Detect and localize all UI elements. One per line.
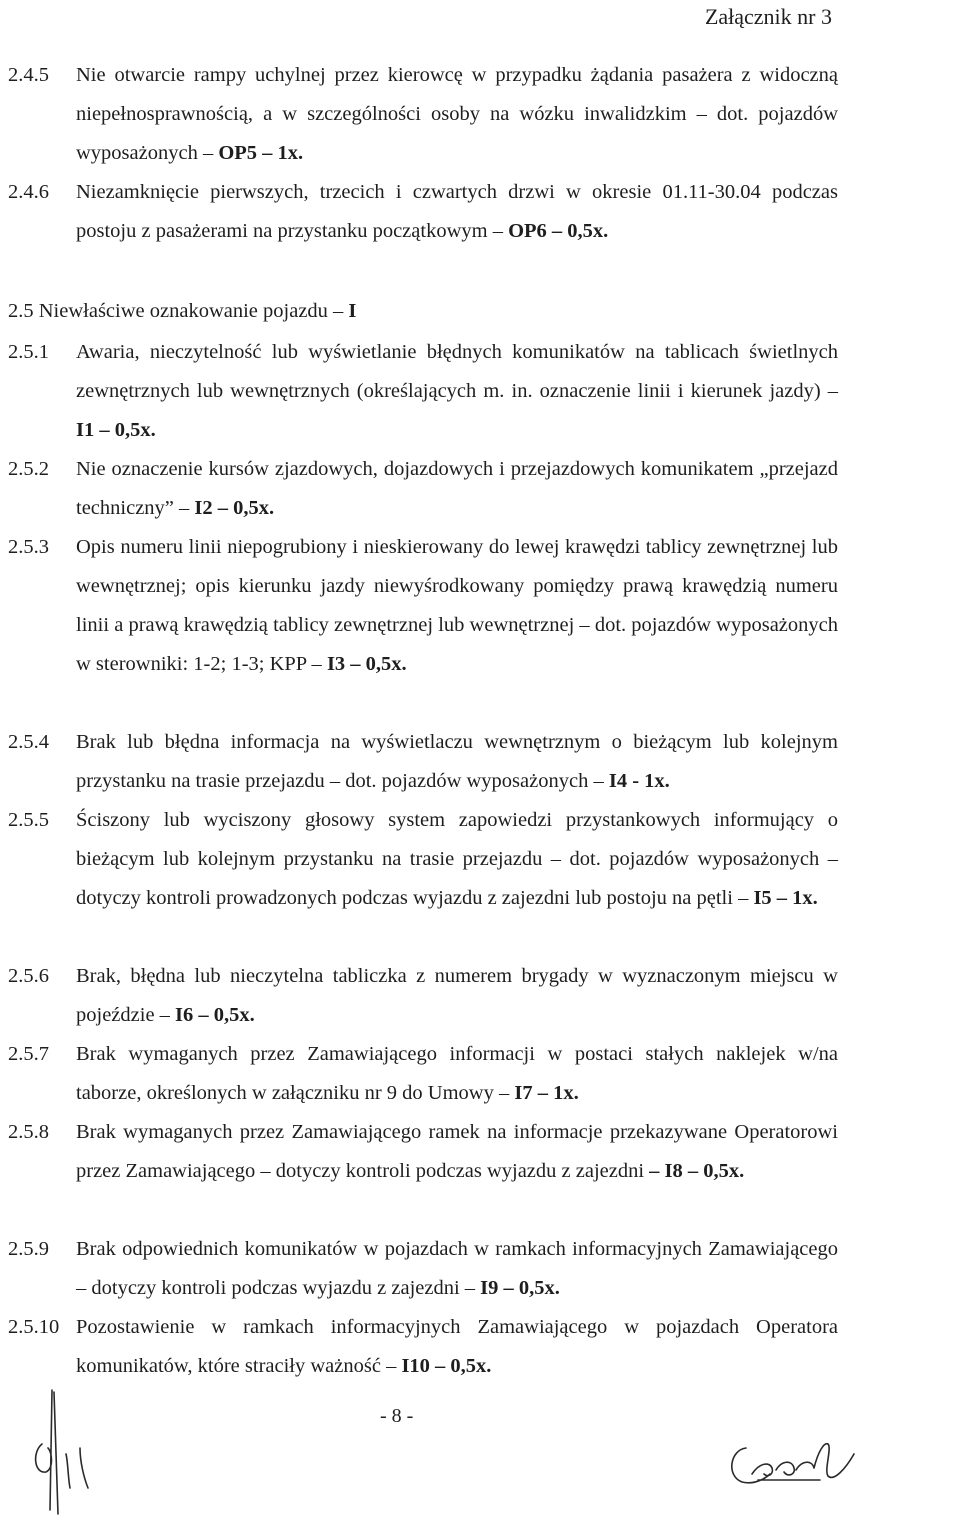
list-item: [8, 1035, 838, 1113]
list-item: [8, 450, 838, 528]
item-number: 2.5.6: [8, 965, 49, 987]
item-code: I10 – 0,5x.: [401, 1355, 492, 1377]
item-code: I1 – 0,5x.: [76, 419, 156, 441]
item-number: 2.5.3: [8, 536, 49, 558]
list-item: [8, 1113, 838, 1191]
item-code: I2 – 0,5x.: [194, 497, 275, 519]
item-text: Awaria, nieczytelność lub wyświetlanie błędnych komunikatów na tablicach świetlnych zewnętrznych lub wewnętrznych (określających m. in. oznaczenie linii i kierunek jazdy) –: [76, 341, 838, 402]
item-text: Brak wymaganych przez Zamawiającego informacji w postaci stałych naklejek w/na taborze, określonych w załączniku nr 9 do Umowy –: [76, 1043, 838, 1104]
item-code: I6 – 0,5x.: [175, 1004, 255, 1026]
item-text: Brak, błędna lub nieczytelna tabliczka z numerem brygady w wyznaczonym miejscu w pojeździe –: [76, 965, 838, 1026]
item-number: 2.5.10: [8, 1316, 60, 1338]
section-code: I: [348, 300, 357, 322]
item-number: 2.4.5: [8, 64, 49, 86]
signature-right: [724, 1434, 856, 1492]
item-code: I9 – 0,5x.: [480, 1277, 560, 1299]
item-number: 2.5.4: [8, 731, 49, 753]
list-item: [8, 528, 838, 684]
item-code: OP5 – 1x.: [218, 142, 304, 164]
item-number: 2.5.8: [8, 1121, 49, 1143]
item-text: Opis numeru linii niepogrubiony i nieskierowany do lewej krawędzi tablicy zewnętrznej lub wewnętrznej; opis kierunku jazdy niewyśrodkowany pomiędzy prawą krawędzią numeru linii a prawą krawędzią tablicy zewnętrznej lub wewnętrznej – dot. pojazdów wyposażonych w sterowniki: 1-2; 1-3; KPP –: [76, 536, 838, 675]
item-number: 2.5.9: [8, 1238, 49, 1260]
attachment-label: Załącznik nr 3: [704, 4, 832, 29]
page-number: - 8 -: [380, 1405, 414, 1427]
item-code: I3 – 0,5x.: [326, 653, 407, 675]
list-item: [8, 723, 838, 801]
section-heading-text: 2.5 Niewłaściwe oznakowanie pojazdu –: [8, 300, 349, 322]
item-code: I4 - 1x.: [608, 770, 670, 792]
list-item: [8, 801, 838, 918]
signature-left: [28, 1382, 90, 1522]
list-item: [8, 56, 838, 173]
item-number: 2.5.5: [8, 809, 49, 831]
section-heading: [8, 292, 356, 331]
item-number: 2.5.1: [8, 341, 49, 363]
list-item: [8, 333, 838, 450]
list-item: [8, 1308, 838, 1386]
item-text: Brak lub błędna informacja na wyświetlaczu wewnętrznym o bieżącym lub kolejnym przystanku na trasie przejazdu – dot. pojazdów wyposażonych –: [76, 731, 838, 792]
item-code: I5 – 1x.: [753, 887, 818, 909]
list-item: [8, 173, 838, 251]
item-text: Brak odpowiednich komunikatów w pojazdach w ramkach informacyjnych Zamawiającego – dotyczy kontroli podczas wyjazdu z zajezdni –: [76, 1238, 838, 1299]
item-number: 2.5.2: [8, 458, 49, 480]
item-code: – I8 – 0,5x.: [649, 1160, 745, 1182]
item-text: Pozostawienie w ramkach informacyjnych Zamawiającego w pojazdach Operatora komunikatów, które straciły ważność –: [76, 1316, 838, 1377]
item-code: I7 – 1x.: [514, 1082, 579, 1104]
item-text: Nie oznaczenie kursów zjazdowych, dojazdowych i przejazdowych komunikatem „przejazd techniczny” –: [76, 458, 838, 519]
list-item: [8, 957, 838, 1035]
item-number: 2.4.6: [8, 181, 49, 203]
item-text: Niezamknięcie pierwszych, trzecich i czwartych drzwi w okresie 01.11-30.04 podczas postoju z pasażerami na przystanku początkowym –: [76, 181, 838, 242]
item-text: Brak wymaganych przez Zamawiającego ramek na informacje przekazywane Operatorowi przez Zamawiającego – dotyczy kontroli podczas wyjazdu z zajezdni: [76, 1121, 838, 1182]
item-text: Nie otwarcie rampy uchylnej przez kierowcę w przypadku żądania pasażera z widoczną niepełnosprawnością, a w szczególności osoby na wózku inwalidzkim – dot. pojazdów wyposażonych –: [76, 64, 838, 164]
item-text: Ściszony lub wyciszony głosowy system zapowiedzi przystankowych informujący o bieżącym lub kolejnym przystanku na trasie przejazdu – dot. pojazdów wyposażonych – dotyczy kontroli prowadzonych podczas wyjazdu z zajezdni lub postoju na pętli –: [76, 809, 838, 909]
item-number: 2.5.7: [8, 1043, 49, 1065]
item-code: OP6 – 0,5x.: [508, 220, 609, 242]
list-item: [8, 1230, 838, 1308]
